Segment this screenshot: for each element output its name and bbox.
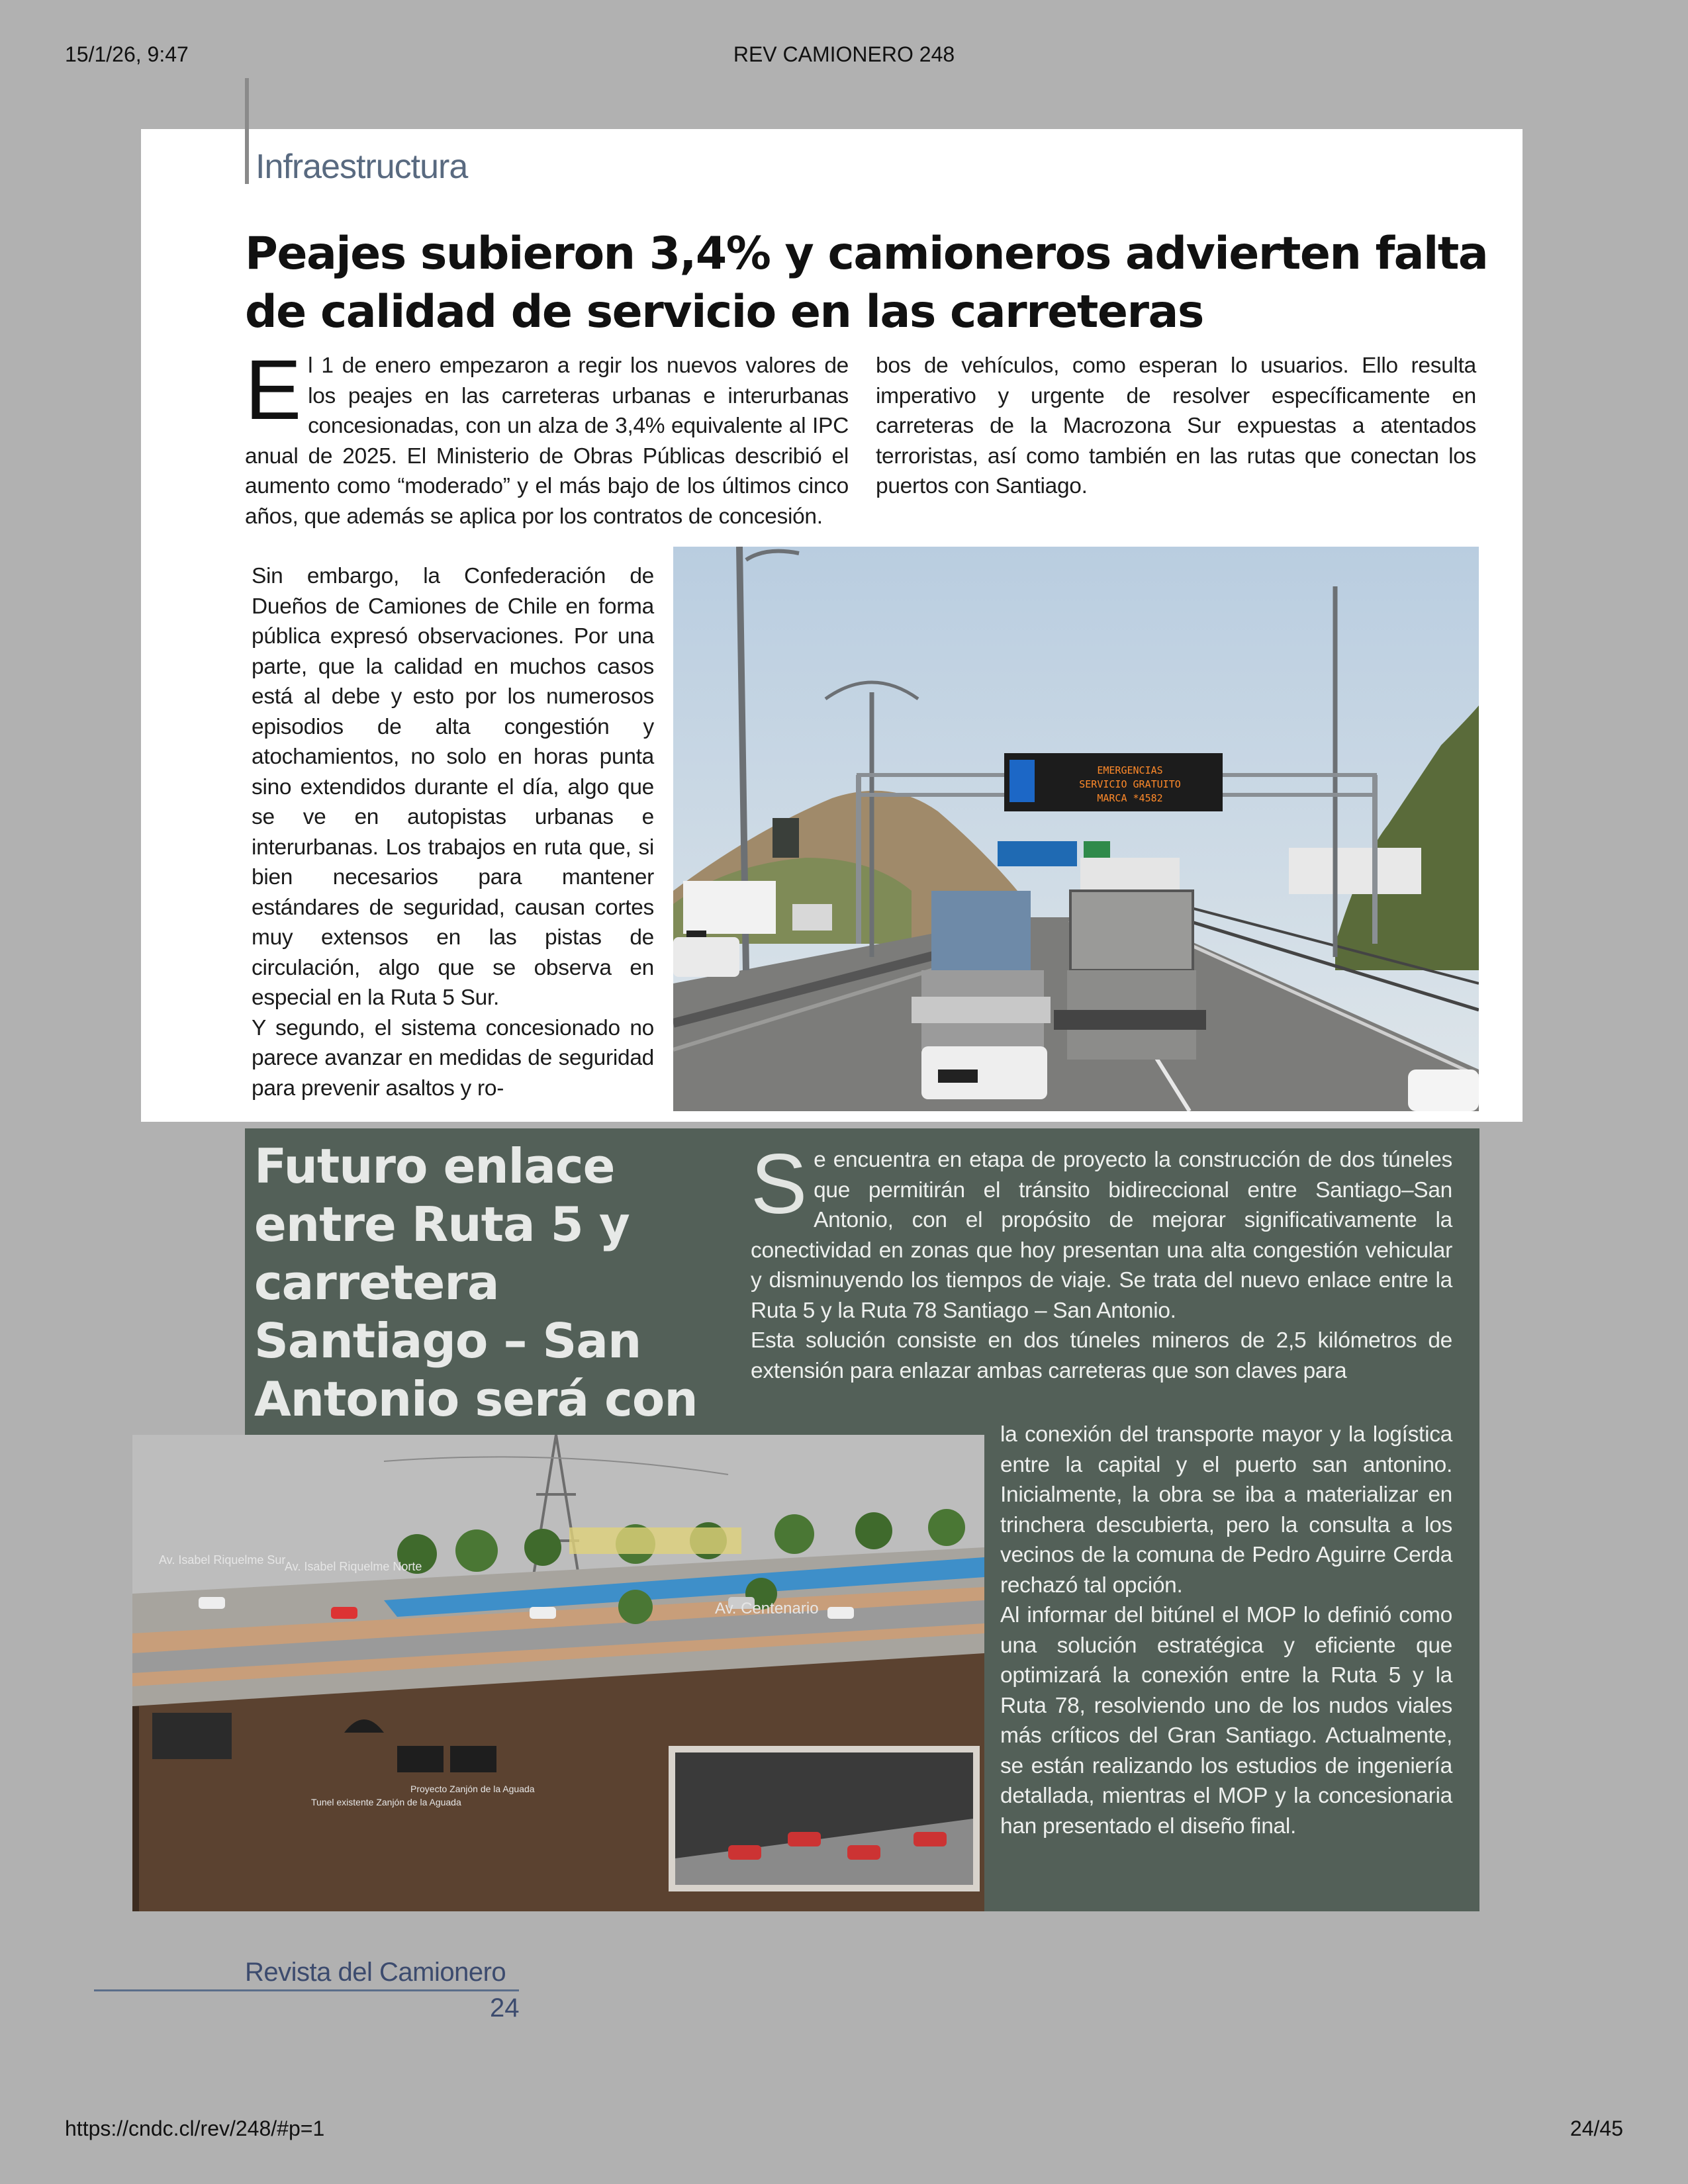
magazine-footer-rule — [94, 1989, 519, 1991]
feature-paragraph-2b: la conexión del transporte mayor y la logística entre la capital y el puerto san antonino. Inicialmente, la obra se iba a materializar en trinchera descubierta, pero la consulta a los vecinos de la comuna de Pedro Aguirre Cerda rechazó tal opción. — [1000, 1422, 1452, 1598]
article-headline: Peajes subieron 3,4% y camioneros advierten falta de calidad de servicio en las carreteras — [245, 228, 1488, 338]
feature-dropcap: S — [751, 1137, 808, 1232]
render-label-project-tunnel: Proyecto Zanjón de la Aguada — [410, 1784, 535, 1794]
magazine-name: Revista del Camionero — [245, 1958, 506, 1987]
render-label-street-b: Av. Isabel Riquelme Norte — [285, 1560, 422, 1573]
article-paragraph-2: Sin embargo, la Confederación de Dueños de Camiones de Chile en forma pública expresó observaciones. Por una parte, que la calidad en muchos casos está al debe y esto por los numerosos episodios de alta congestión y atochamientos, no solo en horas punta sino extendidos durante el día, algo que se ve en autopistas urbanas e interurbanas. Los trabajos en ruta que, si bien necesarios para mantener estándares de seguridad, causan cortes muy extensos en las pistas de circulación, algo que se observa en especial en la Ruta 5 Sur. — [252, 564, 654, 1010]
print-page-count: 24/45 — [1570, 2116, 1623, 2140]
sign-line-1: EMERGENCIAS — [1097, 764, 1163, 776]
article-dropcap: E — [245, 343, 302, 437]
article-column-1-top — [245, 343, 849, 531]
feature-column-top — [751, 1137, 1452, 1386]
article-paragraph-1: l 1 de enero empezaron a regir los nuevos valores de los peajes en las carreteras urbanas e interurbanas concesionadas, con un alza de 3,4% equivalente al IPC anual de 2025. El Ministerio de Obras Públicas describió el aumento como “moderado” y el más bajo de los últimos cinco años, que además se aplica por los contratos de concesión. — [245, 353, 849, 529]
print-datetime: 15/1/26, 9:47 — [65, 42, 189, 66]
section-label: Infraestructura — [256, 148, 468, 186]
feature-paragraph-3: Al informar del bitúnel el MOP lo definió como una solución estratégica y eficiente que optimizará la conexión entre la Ruta 5 y la Ruta 78, resolviendo uno de los nudos viales más críticos del Gran Santiago. Actualmente, se están realizando los estudios de ingeniería detallada, mientras el MOP y la concesionaria han presentado el diseño final. — [1000, 1603, 1452, 1839]
render-label-street-a: Av. Isabel Riquelme Sur — [159, 1553, 286, 1567]
feature-column-right — [1000, 1420, 1452, 1841]
magazine-page-number: 24 — [490, 1993, 520, 2023]
article-column-2 — [876, 351, 1476, 502]
render-label-avenue: Av. Centenario — [715, 1600, 819, 1617]
print-url[interactable]: https://cndc.cl/rev/248/#p=1 — [65, 2116, 325, 2140]
sign-line-2: SERVICIO GRATUITO — [1079, 778, 1181, 790]
render-label-existing-tunnel: Tunel existente Zanjón de la Aguada — [311, 1797, 461, 1807]
feature-title: Futuro enlace entre Ruta 5 y carretera Santiago – San Antonio será con — [254, 1138, 698, 1427]
print-title: REV CAMIONERO 248 — [733, 42, 955, 66]
section-rule — [245, 78, 249, 184]
article-paragraph-4: bos de vehículos, como esperan lo usuarios. Ello resulta imperativo y urgente de resolver específicamente en carreteras de la Macrozona Sur expuestas a atentados terroristas, así como también en las rutas que conectan los puertos con Santiago. — [876, 353, 1476, 498]
sign-line-3: MARCA *4582 — [1097, 792, 1163, 804]
feature-paragraph-2a: Esta solución consiste en dos túneles mineros de 2,5 kilómetros de extensión para enlazar ambas carreteras que son claves para — [751, 1328, 1452, 1383]
highway-photo — [673, 547, 1479, 1111]
article-column-1-bottom — [252, 561, 654, 1103]
article-paragraph-3: Y segundo, el sistema concesionado no parece avanzar en medidas de seguridad para prevenir asaltos y ro- — [252, 1015, 654, 1101]
feature-paragraph-1: e encuentra en etapa de proyecto la construcción de dos túneles que permitirán el tránsito bidireccional entre Santiago–San Antonio, con el propósito de mejorar significativamente la conectividad en zonas que hoy presentan una alta congestión vehicular y disminuyendo los tiempos de viaje. Se trata del nuevo enlace entre la Ruta 5 y la Ruta 78 Santiago – San Antonio. — [751, 1148, 1452, 1323]
tunnel-render — [132, 1435, 984, 1911]
